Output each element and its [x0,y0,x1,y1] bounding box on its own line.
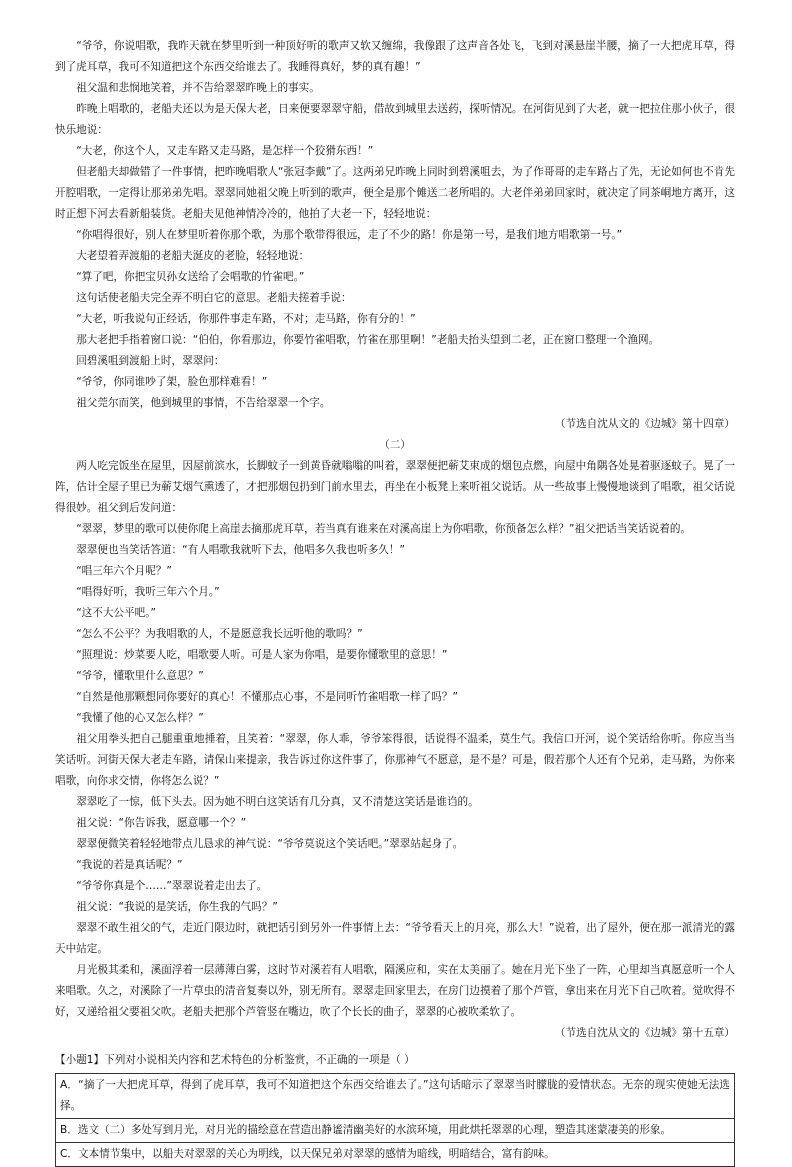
paragraph: “大老，听我说句正经话，你那件事走车路，不对；走马路，你有分的！” [76,313,416,325]
paragraph: “爷爷，你同谁吵了架，脸色那样难看！” [76,376,268,388]
paragraph: 翠翠便微笑着轻轻地带点儿恳求的神气说：“爷爷莫说这个笑话吧。”翠翠站起身了。 [76,838,464,850]
paragraph: 祖父说：“你告诉我，愿意哪一个？” [76,817,247,829]
paragraph: “爷爷，懂歌里什么意思？” [76,670,204,682]
answer-options [55,1073,735,1167]
paragraph: 大老望着弄渡船的老船夫涎皮的老脸，轻轻地说： [76,250,310,262]
paragraph: “唱得好听，我听三年六个月。” [76,586,220,598]
paragraph: “爷爷，你说唱歌，我昨天就在梦里听到一种顶好听的歌声又软又缠绵，我像跟了这声音各处飞，飞到对溪悬崖半腰，摘了一大把虎耳草，得到了虎耳草，我可不知道把这个东西交给谁去了。我睡得真好，梦的真有趣！” [55,40,735,73]
paragraph: “你唱得很好，别人在梦里听着你那个歌，为那个歌带得很远，走了不少的路！你是第一号，是我们地方唱歌第一号。” [76,229,623,241]
option-b[interactable]: B．选文（二）多处写到月光，对月光的描绘意在营造出静谧清幽美好的水滨环境，用此烘托翠翠的心理，塑造其迷蒙凄美的形象。 [56,1118,734,1142]
paragraph: “唱三年六个月呢？” [76,565,172,577]
paragraph: 但老船夫却做错了一件事情，把昨晚唱歌人“张冠李戴”了。这两弟兄昨晚上同时到碧溪咀去，为了作哥哥的走车路占了先，无论如何也不肯先开腔唱歌，一定得让那弟弟先唱。翠翠同她祖父晚上听到的歌声，便全是那个傩送二老所唱的。大老伴弟弟回家时，就决定了同茶峒地方离开，这时正想下河去看新船装货。老船夫见他神情冷冷的，他拍了大老一下，轻轻地说： [55,166,735,220]
section-title: （二） [379,439,411,451]
paragraph: “我说的若是真话呢？” [76,859,183,871]
paragraph: 那大老把手指着窗口说：“伯伯，你看那边，你要竹雀唱歌，竹雀在那里啊！”老船夫抬头望到二老，正在窗口整理一个渔网。 [76,334,660,346]
option-c[interactable]: C．文本情节集中，以船夫对翠翠的关心为明线，以天保兄弟对翠翠的感情为暗线，明暗结合，富有韵味。 [56,1142,734,1166]
paragraph: 祖父用拳头把自己腿重重地捶着，且笑着：“翠翠，你人乖，爷爷笨得很，话说得不温柔，莫生气。我信口开河，说个笑话给你听。你应当当笑话听。河街天保大老走车路，请保山来提亲，我告诉过你这件事了，你那神气不愿意，是不是？可是，假若那个人还有个兄弟，走马路，为你来唱歌，向你求交情，你将怎么说？” [55,733,735,787]
paragraph: “照理说：炒菜要人吃，唱歌要人听。可是人家为你唱，是要你懂歌里的意思！” [76,649,448,661]
paragraph: 翠翠便也当笑话答道：“有人唱歌我就听下去，他唱多久我也听多久！” [76,544,405,556]
paragraph: “自然是他那颗想同你要好的真心！不懂那点心事，不是同听竹雀唱歌一样了吗？” [76,691,458,703]
paragraph: 祖父温和悲悯地笑着，并不告给翠翠昨晚上的事实。 [76,82,320,94]
passage-two [55,456,735,1044]
paragraph: 祖父莞尔而笑，他到城里的事情，不告给翠翠一个字。 [76,397,331,409]
paragraph: “爷爷你真是个……”翠翠说着走出去了。 [76,880,268,892]
question-stem: 【小题1】下列对小说相关内容和艺术特色的分析鉴赏，不正确的一项是（ ） [55,1054,415,1066]
paragraph: 祖父说：“我说的是笑话，你生我的气吗？” [76,901,278,913]
source-note: （节选自沈从文的《边城》第十四章） [554,418,735,430]
paragraph: “这不大公平吧。” [76,607,157,619]
paragraph: 两人吃完饭坐在屋里，因屋前滨水，长脚蚊子一到黄昏就嗡嗡的叫着，翠翠便把蕲艾束成的烟包点燃，向屋中角隅各处晃着驱逐蚊子。晃了一阵，估计全屋子里已为蕲艾烟气熏透了，才把那烟包扔到门前水里去，再坐在小板凳上来听祖父说话。从一些故事上慢慢地谈到了唱歌，祖父话说得很妙。祖父到后发问道： [55,460,735,514]
paragraph: 月光极其柔和，溪面浮着一层薄薄白雾，这时节对溪若有人唱歌，隔溪应和，实在太美丽了。她在月光下坐了一阵，心里却当真愿意听一个人来唱歌。久之，对溪除了一片草虫的清音复奏以外，别无所有。翠翠走回家里去，在房门边摸着了那个芦管，拿出来在月光下自己吹着。觉吹得不好，又递给祖父要祖父吹。老船夫把那个芦管竖在嘴边，吹了个长长的曲子，翠翠的心被吹柔软了。 [55,964,735,1018]
paragraph: “我懂了他的心又怎么样？” [76,712,204,724]
paragraph: 回碧溪咀到渡船上时，翠翠问： [76,355,225,367]
document-page [55,36,735,1167]
option-a[interactable]: A．“摘了一大把虎耳草，得到了虎耳草，我可不知道把这个东西交给谁去了。”这句话暗示了翠翠当时朦胧的爱情状态。无奈的现实使她无法选择。 [60,1079,730,1112]
paragraph: 这句话使老船夫完全弄不明白它的意思。老船夫搓着手说： [76,292,352,304]
paragraph: 翠翠不敢生祖父的气，走近门限边时，就把话引到另外一件事情上去：“爷爷看天上的月亮，那么大！”说着，出了屋外，便在那一派清光的露天中站定。 [55,922,735,955]
source-note: （节选自沈从文的《边城》第十五章） [554,1027,735,1039]
paragraph: “大老，你这个人，又走车路又走马路，是怎样一个狡猾东西！” [76,145,374,157]
passage-one [55,36,735,435]
paragraph: 翠翠吃了一惊，低下头去。因为她不明白这笑话有几分真，又不清楚这笑话是谁诌的。 [76,796,479,808]
paragraph: “翠翠，梦里的歌可以使你爬上高崖去摘那虎耳草，若当真有谁来在对溪高崖上为你唱歌，你预备怎么样？”祖父把话当笑话说着的。 [76,523,692,535]
paragraph: “算了吧，你把宝贝孙女送给了会唱歌的竹雀吧。” [76,271,305,283]
paragraph: 昨晚上唱歌的，老船夫还以为是天保大老，日来便要翠翠守船，借故到城里去送药，探听情况。在河街见到了大老，就一把拉住那小伙子，很快乐地说： [55,103,735,136]
paragraph: “怎么不公平？为我唱歌的人，不是愿意我长远听他的歌吗？” [76,628,363,640]
